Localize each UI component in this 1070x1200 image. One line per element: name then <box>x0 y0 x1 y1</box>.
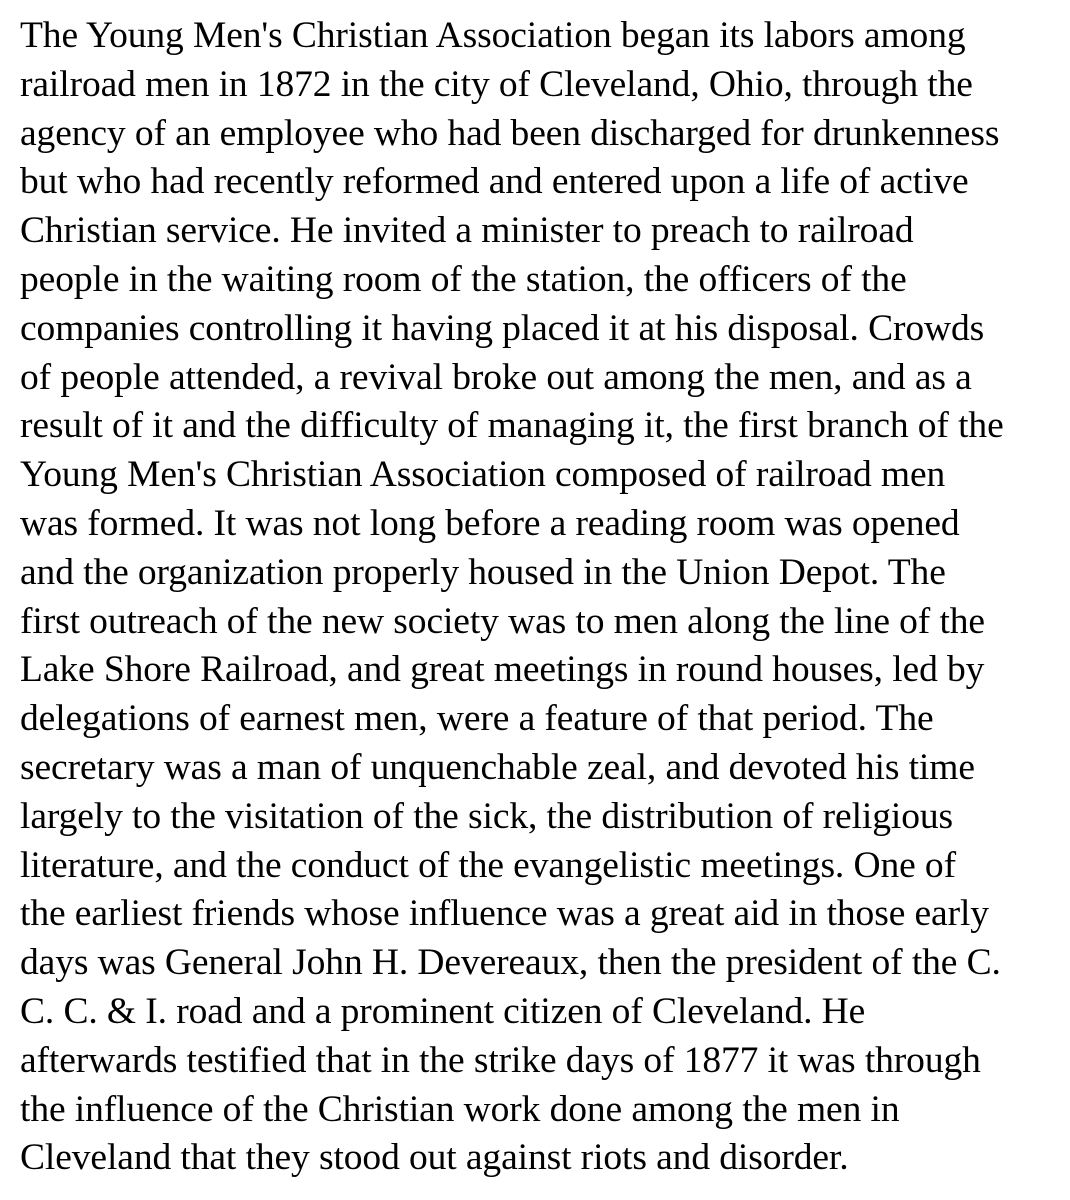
text-line: of people attended, a revival broke out among the men, and as a <box>20 356 972 398</box>
text-line: and the organization properly housed in the Union Depot. The <box>20 551 946 593</box>
text-line: first outreach of the new society was to men along the line of the <box>20 600 985 642</box>
body-paragraph <box>20 12 1065 1183</box>
text-line: result of it and the difficulty of managing it, the first branch of the <box>20 405 1004 447</box>
text-line: literature, and the conduct of the evangelistic meetings. One of <box>20 844 956 886</box>
text-line: railroad men in 1872 in the city of Cleveland, Ohio, through the <box>20 63 973 105</box>
text-line: delegations of earnest men, were a feature of that period. The <box>20 698 934 740</box>
text-line: but who had recently reformed and entered upon a life of active <box>20 161 969 203</box>
text-line: the influence of the Christian work done among the men in <box>20 1088 900 1130</box>
text-line: Young Men's Christian Association composed of railroad men <box>20 454 946 496</box>
text-line: the earliest friends whose influence was a great aid in those early <box>20 893 989 935</box>
text-line: largely to the visitation of the sick, the distribution of religious <box>20 795 953 837</box>
text-line: Christian service. He invited a minister to preach to railroad <box>20 210 914 252</box>
text-line: was formed. It was not long before a reading room was opened <box>20 502 960 544</box>
text-line: Cleveland that they stood out against riots and disorder. <box>20 1137 849 1179</box>
text-line: agency of an employee who had been discharged for drunkenness <box>20 112 1000 154</box>
text-line: days was General John H. Devereaux, then the president of the C. <box>20 942 1001 984</box>
text-line: C. C. & I. road and a prominent citizen of Cleveland. He <box>20 990 866 1032</box>
text-line: people in the waiting room of the station, the officers of the <box>20 258 907 300</box>
text-line: Lake Shore Railroad, and great meetings in round houses, led by <box>20 649 985 691</box>
text-line: afterwards testified that in the strike days of 1877 it was through <box>20 1039 981 1081</box>
text-line: The Young Men's Christian Association began its labors among <box>20 15 966 56</box>
text-line: companies controlling it having placed it at his disposal. Crowds <box>20 307 985 349</box>
text-line: secretary was a man of unquenchable zeal, and devoted his time <box>20 746 975 788</box>
